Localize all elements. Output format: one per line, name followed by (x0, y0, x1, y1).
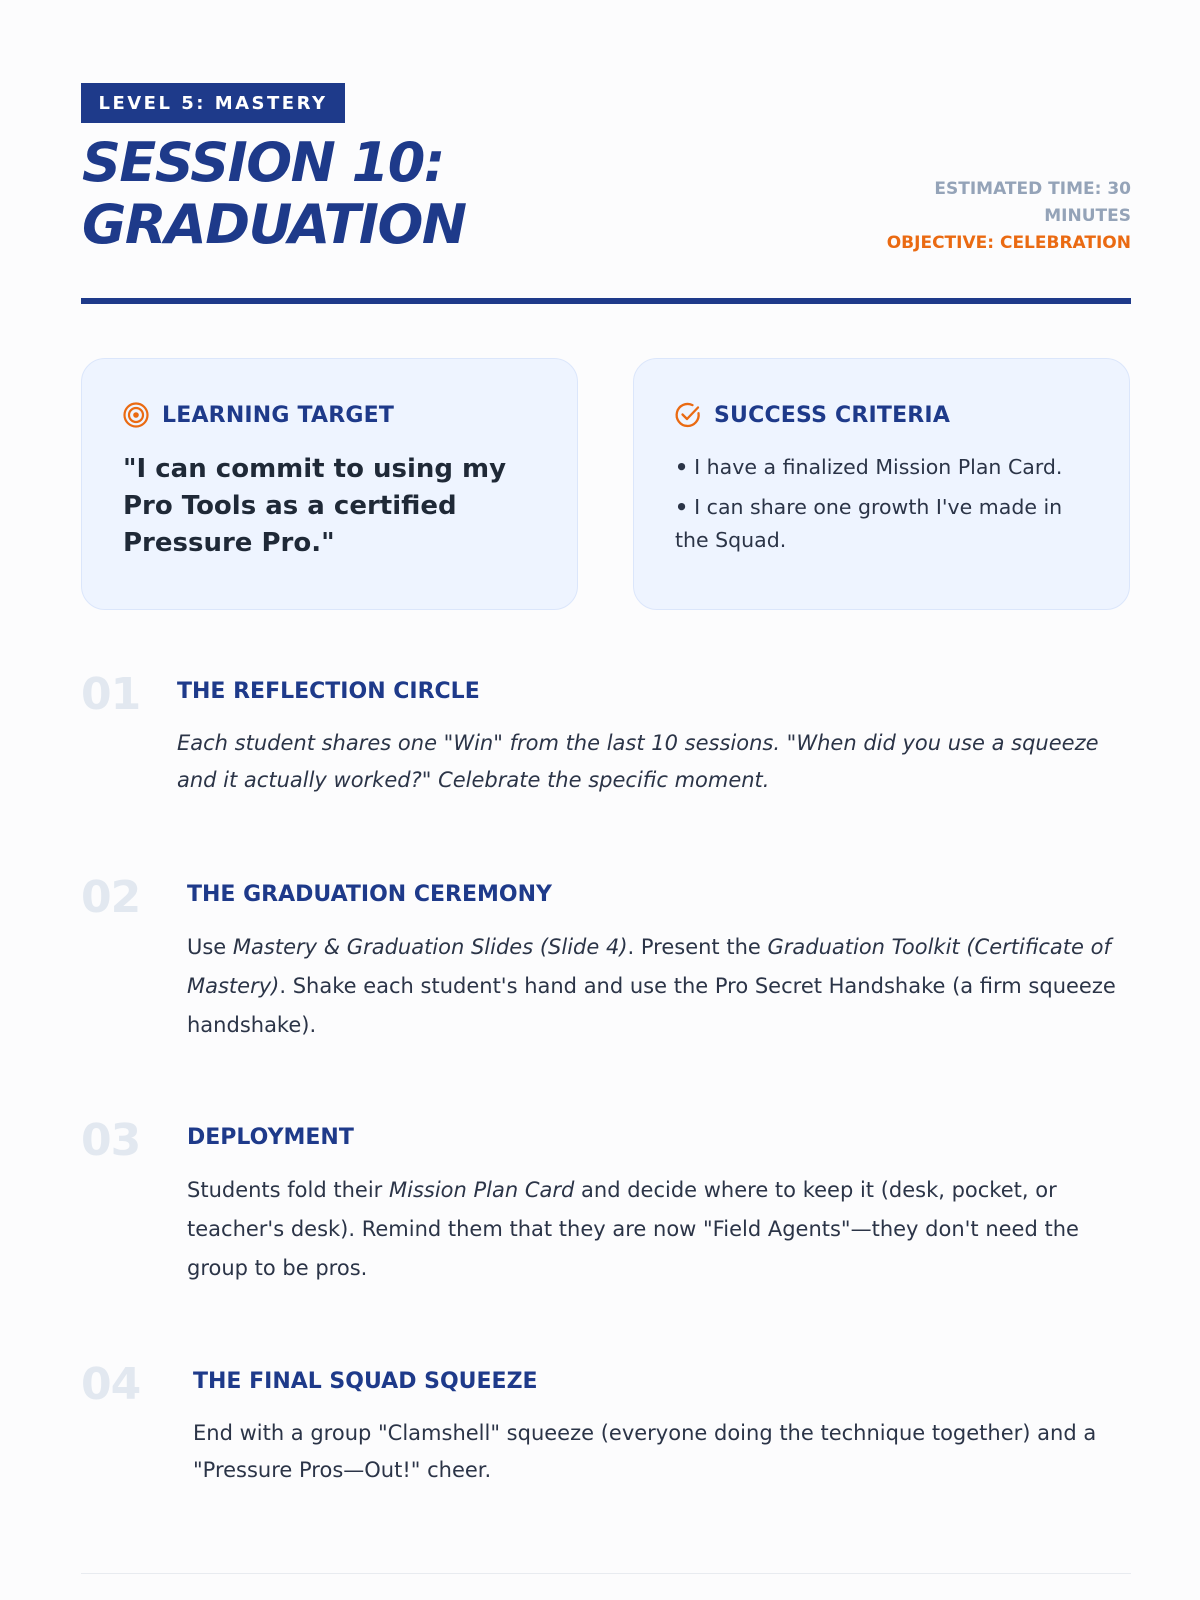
bullet: • (675, 495, 689, 519)
success-criteria-title: SUCCESS CRITERIA (714, 402, 951, 428)
objective: OBJECTIVE: CELEBRATION (886, 233, 1131, 253)
success-criteria-card (633, 358, 1130, 610)
body-text: . Present the (627, 935, 768, 959)
page-title (82, 132, 466, 256)
learning-target-text: "I can commit to using my Pro Tools as a certified Pressure Pro." (123, 454, 507, 558)
criteria-text: I can share one growth I've made in the Squad. (675, 495, 1063, 552)
step-body: Each student shares one "Win" from the last 10 sessions. "When did you use a squeeze and it actually worked?" Celebrate the specific moment. (177, 731, 1099, 792)
step-body (187, 1171, 1092, 1288)
body-text: Students fold their (187, 1178, 389, 1202)
step-number: 03 (81, 1115, 141, 1166)
learning-target-title: LEARNING TARGET (162, 402, 395, 428)
step-body: End with a group "Clamshell" squeeze (everyone doing the technique together) and a "Pressure Pros—Out!" cheer. (193, 1421, 1097, 1482)
list-item (675, 451, 1095, 484)
footer-divider (81, 1573, 1131, 1574)
page-title-line-2: GRADUATION (82, 193, 466, 256)
step-title: THE GRADUATION CEREMONY (187, 882, 552, 907)
success-criteria-header (674, 401, 950, 429)
step-number: 02 (81, 872, 141, 923)
body-text: and decide where to keep it (desk, pocket, or teacher's desk). Remind them that they are now "Field Agents"—they don't need the group to be pros. (187, 1178, 1079, 1280)
learning-target-card (81, 358, 578, 610)
resource-name: Graduation Toolkit (Certificate of Mastery) (187, 935, 1111, 998)
body-text: Use (187, 935, 233, 959)
step-number: 04 (81, 1359, 141, 1410)
resource-name: Mission Plan Card (388, 1178, 575, 1202)
step-body (187, 928, 1117, 1045)
page-title-line-1: SESSION 10: (82, 131, 444, 194)
step-title: THE REFLECTION CIRCLE (177, 679, 480, 704)
check-circle-icon (674, 401, 702, 429)
header-divider (81, 298, 1131, 304)
body-text: . Shake each student's hand and use the Pro Secret Handshake (a firm squeeze handshake). (187, 974, 1116, 1037)
resource-name: Mastery & Graduation Slides (Slide 4) (232, 935, 628, 959)
success-criteria-list (675, 451, 1095, 564)
bullet: • (675, 455, 689, 479)
list-item (675, 491, 1095, 557)
learning-target-header (122, 401, 394, 429)
step-title: DEPLOYMENT (187, 1125, 354, 1150)
step-number: 01 (81, 669, 141, 720)
criteria-text: I have a finalized Mission Plan Card. (694, 455, 1063, 479)
step-title: THE FINAL SQUAD SQUEEZE (193, 1369, 538, 1394)
level-badge: LEVEL 5: MASTERY (81, 83, 345, 123)
target-icon (122, 401, 150, 429)
estimated-time: ESTIMATED TIME: 30 MINUTES (934, 179, 1131, 226)
session-meta (851, 176, 1131, 257)
